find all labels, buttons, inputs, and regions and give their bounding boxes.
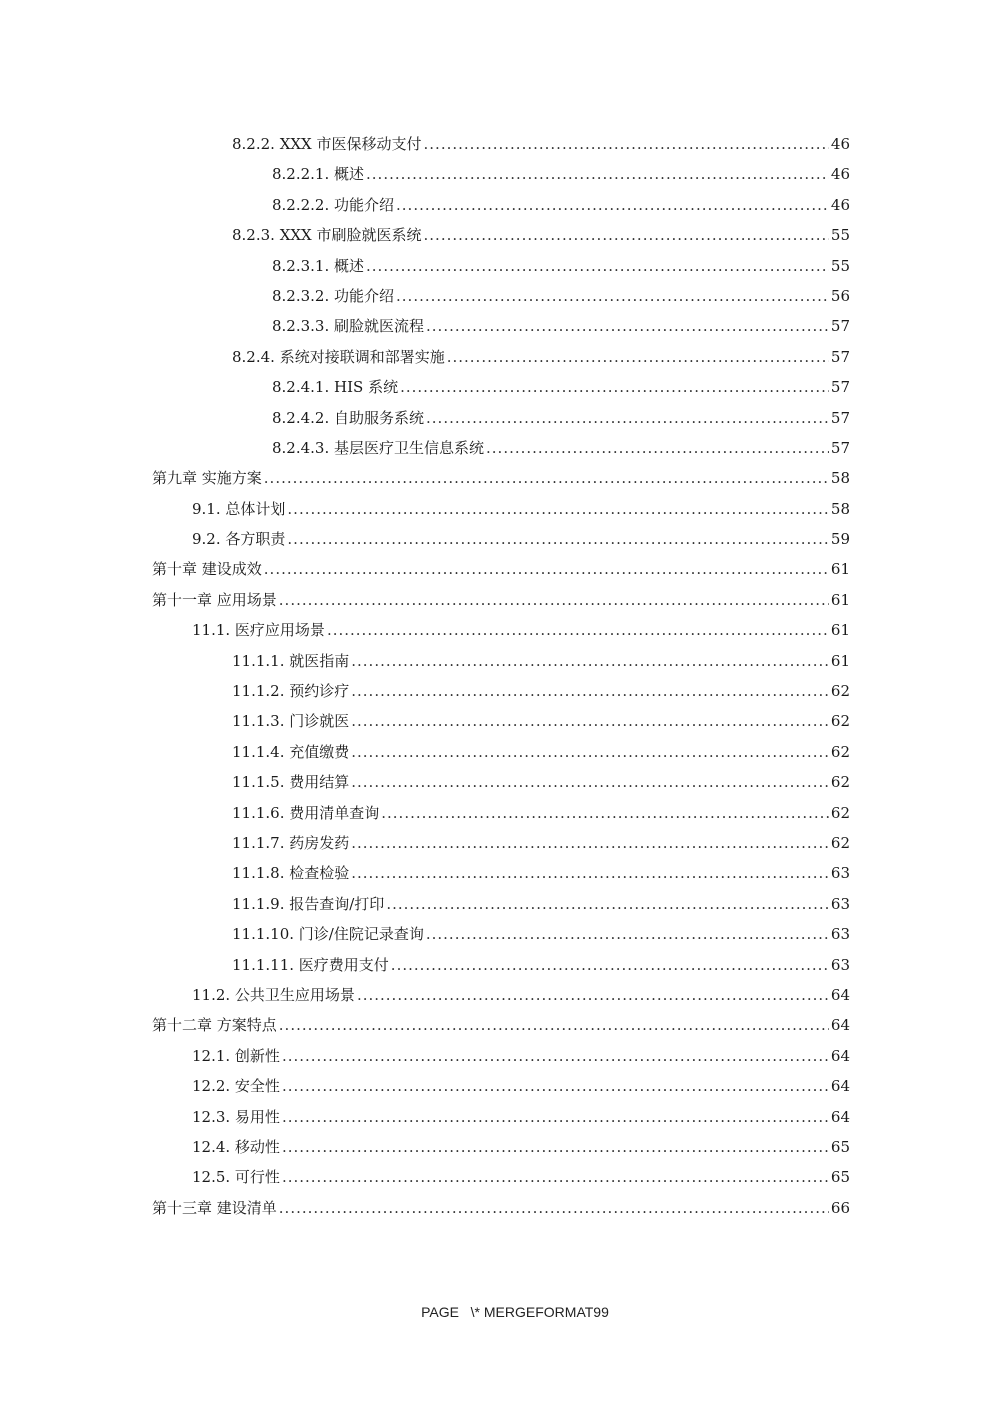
toc-dot-leader xyxy=(351,858,829,888)
toc-entry-page-number: 61 xyxy=(830,621,850,640)
toc-entry-title: 12.3. 易用性 xyxy=(192,1107,280,1126)
toc-entry-title: 11.1.2. 预约诊疗 xyxy=(232,682,350,701)
toc-entry-page-number: 55 xyxy=(830,226,850,245)
toc-dot-leader xyxy=(279,1010,829,1040)
toc-entry[interactable] xyxy=(152,767,850,797)
toc-entry-title: 11.1.6. 费用清单查询 xyxy=(232,803,380,822)
toc-entry[interactable] xyxy=(152,524,850,554)
toc-dot-leader xyxy=(351,737,829,767)
toc-dot-leader xyxy=(486,433,829,463)
toc-entry-title: 第十章 建设成效 xyxy=(152,560,262,579)
toc-dot-leader xyxy=(366,251,829,281)
toc-entry-title: 第十二章 方案特点 xyxy=(152,1016,277,1035)
toc-entry-page-number: 62 xyxy=(830,682,850,701)
toc-entry[interactable] xyxy=(152,950,850,980)
toc-entry-page-number: 57 xyxy=(830,378,850,397)
toc-entry-title: 11.1.1. 就医指南 xyxy=(232,651,350,670)
toc-dot-leader xyxy=(396,281,829,311)
toc-dot-leader xyxy=(351,706,829,736)
toc-entry-title: 8.2.4.3. 基层医疗卫生信息系统 xyxy=(272,438,485,457)
toc-entry-title: 8.2.2. XXX 市医保移动支付 xyxy=(232,135,422,153)
toc-entry[interactable] xyxy=(152,676,850,706)
toc-entry-page-number: 56 xyxy=(830,286,850,305)
toc-entry[interactable] xyxy=(152,737,850,767)
toc-entry-title: 11.1.7. 药房发药 xyxy=(232,833,350,852)
toc-entry-title: 8.2.4. 系统对接联调和部署实施 xyxy=(232,347,445,366)
toc-entry[interactable] xyxy=(152,1102,850,1132)
toc-entry-page-number: 64 xyxy=(830,1077,850,1096)
toc-entry-page-number: 59 xyxy=(830,530,850,549)
toc-entry-page-number: 63 xyxy=(830,955,850,974)
toc-entry-title: 8.2.2.2. 功能介绍 xyxy=(272,195,395,214)
toc-dot-leader xyxy=(351,646,829,676)
toc-dot-leader xyxy=(381,798,829,828)
toc-entry-title: 8.2.3. XXX 市刷脸就医系统 xyxy=(232,226,422,245)
toc-dot-leader xyxy=(282,1041,829,1071)
toc-entry-page-number: 64 xyxy=(830,1016,850,1035)
toc-entry[interactable] xyxy=(152,1041,850,1071)
toc-entry[interactable] xyxy=(152,706,850,736)
toc-dot-leader xyxy=(279,1193,829,1223)
toc-entry-page-number: 61 xyxy=(830,590,850,609)
toc-entry[interactable] xyxy=(152,1132,850,1162)
toc-entry-title: 第十一章 应用场景 xyxy=(152,590,277,609)
toc-entry-page-number: 62 xyxy=(830,773,850,792)
toc-entry[interactable] xyxy=(152,159,850,189)
toc-dot-leader xyxy=(357,980,829,1010)
toc-dot-leader xyxy=(279,585,829,615)
toc-entry-title: 12.5. 可行性 xyxy=(192,1168,280,1187)
toc-entry-page-number: 63 xyxy=(830,864,850,883)
toc-entry[interactable] xyxy=(152,1010,850,1040)
toc-entry[interactable] xyxy=(152,858,850,888)
toc-entry-page-number: 55 xyxy=(830,256,850,275)
toc-entry-page-number: 46 xyxy=(830,195,850,214)
toc-entry-title: 8.2.3.3. 刷脸就医流程 xyxy=(272,317,425,336)
toc-entry-title: 8.2.2.1. 概述 xyxy=(272,165,365,184)
toc-entry-title: 第十三章 建设清单 xyxy=(152,1198,277,1217)
toc-entry[interactable] xyxy=(152,554,850,584)
toc-entry[interactable] xyxy=(152,980,850,1010)
toc-dot-leader xyxy=(351,828,829,858)
toc-entry-title: 11.1.3. 门诊就医 xyxy=(232,712,350,731)
toc-entry-title: 12.2. 安全性 xyxy=(192,1077,280,1096)
toc-entry[interactable] xyxy=(152,798,850,828)
toc-entry-page-number: 46 xyxy=(830,165,850,184)
toc-entry-page-number: 57 xyxy=(830,408,850,427)
toc-entry[interactable] xyxy=(152,281,850,311)
toc-entry-page-number: 62 xyxy=(830,712,850,731)
toc-entry-title: 9.2. 各方职责 xyxy=(192,530,286,549)
toc-entry[interactable] xyxy=(152,190,850,220)
toc-entry[interactable] xyxy=(152,251,850,281)
toc-entry-page-number: 62 xyxy=(830,742,850,761)
toc-entry[interactable] xyxy=(152,1193,850,1223)
toc-entry[interactable] xyxy=(152,615,850,645)
table-of-contents xyxy=(152,129,850,1223)
toc-entry-page-number: 58 xyxy=(830,499,850,518)
toc-dot-leader xyxy=(400,372,829,402)
toc-entry-page-number: 65 xyxy=(830,1168,850,1187)
toc-entry[interactable] xyxy=(152,585,850,615)
toc-dot-leader xyxy=(426,919,829,949)
toc-entry[interactable] xyxy=(152,828,850,858)
toc-entry-title: 11.1.11. 医疗费用支付 xyxy=(232,955,389,974)
toc-entry[interactable] xyxy=(152,129,850,159)
toc-entry-page-number: 64 xyxy=(830,1107,850,1126)
toc-entry[interactable] xyxy=(152,919,850,949)
toc-dot-leader xyxy=(287,524,829,554)
toc-dot-leader xyxy=(264,554,829,584)
toc-entry[interactable] xyxy=(152,433,850,463)
toc-entry-title: 11.1.4. 充值缴费 xyxy=(232,742,350,761)
toc-entry-title: 12.1. 创新性 xyxy=(192,1046,280,1065)
toc-dot-leader xyxy=(396,190,829,220)
toc-entry[interactable] xyxy=(152,889,850,919)
toc-entry[interactable] xyxy=(152,311,850,341)
toc-entry[interactable] xyxy=(152,494,850,524)
toc-dot-leader xyxy=(282,1102,829,1132)
toc-entry-title: 第九章 实施方案 xyxy=(152,469,262,488)
toc-entry[interactable] xyxy=(152,342,850,372)
page-footer: PAGE \* MERGEFORMAT99 xyxy=(421,1304,609,1320)
toc-dot-leader xyxy=(282,1132,829,1162)
toc-entry-title: 12.4. 移动性 xyxy=(192,1137,280,1156)
toc-dot-leader xyxy=(424,129,829,159)
toc-dot-leader xyxy=(327,615,829,645)
toc-entry-title: 11.2. 公共卫生应用场景 xyxy=(192,985,355,1004)
toc-entry-title: 9.1. 总体计划 xyxy=(192,499,286,518)
toc-entry[interactable] xyxy=(152,1071,850,1101)
toc-entry-page-number: 46 xyxy=(830,135,850,153)
toc-entry-page-number: 57 xyxy=(830,438,850,457)
toc-entry-page-number: 63 xyxy=(830,925,850,944)
toc-entry-title: 11.1.5. 费用结算 xyxy=(232,773,350,792)
toc-entry-page-number: 65 xyxy=(830,1137,850,1156)
toc-entry-title: 11.1.9. 报告查询/打印 xyxy=(232,894,385,913)
toc-dot-leader xyxy=(366,159,829,189)
toc-dot-leader xyxy=(351,676,829,706)
toc-entry-page-number: 62 xyxy=(830,833,850,852)
toc-dot-leader xyxy=(426,311,829,341)
toc-entry-title: 8.2.3.1. 概述 xyxy=(272,256,365,275)
toc-entry-page-number: 64 xyxy=(830,985,850,1004)
toc-entry-page-number: 57 xyxy=(830,317,850,336)
toc-entry-page-number: 61 xyxy=(830,560,850,579)
toc-entry[interactable] xyxy=(152,220,850,250)
toc-entry-page-number: 58 xyxy=(830,469,850,488)
toc-dot-leader xyxy=(287,494,829,524)
toc-dot-leader xyxy=(424,220,829,250)
toc-entry-title: 8.2.4.1. HIS 系统 xyxy=(272,378,399,397)
toc-entry-page-number: 64 xyxy=(830,1046,850,1065)
toc-entry[interactable] xyxy=(152,403,850,433)
toc-dot-leader xyxy=(282,1162,829,1192)
toc-entry-page-number: 66 xyxy=(830,1198,850,1217)
toc-dot-leader xyxy=(351,767,829,797)
toc-entry-title: 8.2.3.2. 功能介绍 xyxy=(272,286,395,305)
toc-entry[interactable] xyxy=(152,646,850,676)
toc-entry-title: 8.2.4.2. 自助服务系统 xyxy=(272,408,425,427)
toc-entry-page-number: 57 xyxy=(830,347,850,366)
toc-dot-leader xyxy=(264,463,829,493)
toc-entry-page-number: 62 xyxy=(830,803,850,822)
toc-entry[interactable] xyxy=(152,372,850,402)
toc-dot-leader xyxy=(391,950,829,980)
toc-entry-page-number: 63 xyxy=(830,894,850,913)
toc-entry-title: 11.1.10. 门诊/住院记录查询 xyxy=(232,925,424,944)
toc-dot-leader xyxy=(282,1071,829,1101)
toc-entry[interactable] xyxy=(152,1162,850,1192)
toc-entry[interactable] xyxy=(152,463,850,493)
toc-entry-page-number: 61 xyxy=(830,651,850,670)
toc-dot-leader xyxy=(386,889,829,919)
toc-entry-title: 11.1.8. 检查检验 xyxy=(232,864,350,883)
toc-dot-leader xyxy=(426,403,829,433)
toc-dot-leader xyxy=(447,342,829,372)
toc-entry-title: 11.1. 医疗应用场景 xyxy=(192,621,325,640)
